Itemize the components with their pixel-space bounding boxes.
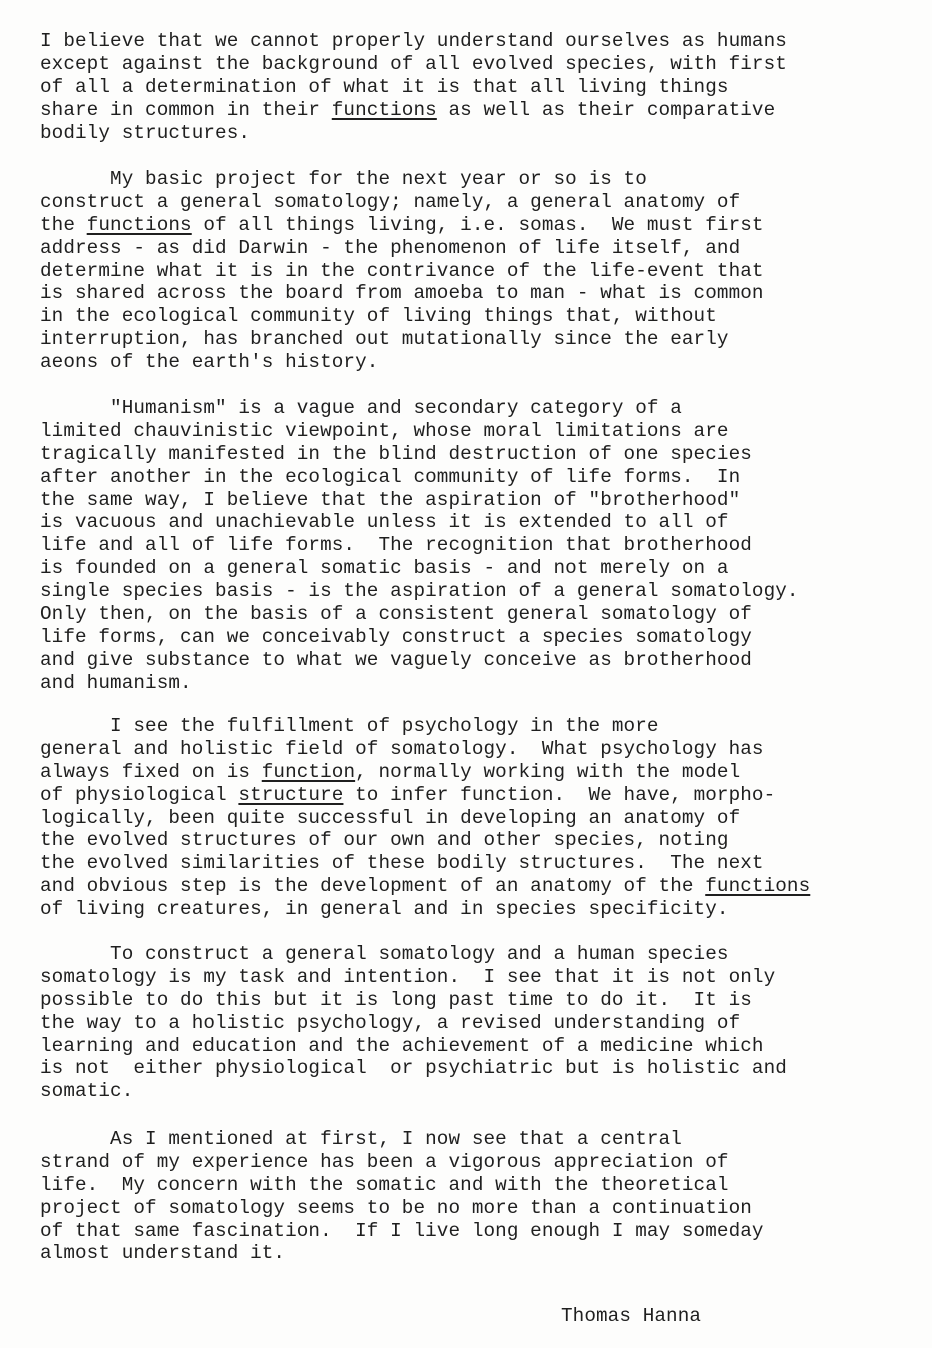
text-segment: as well as their comparative	[436, 98, 776, 121]
text-segment: life. My concern with the somatic and with the theoretical	[40, 1173, 729, 1196]
text-line	[40, 1035, 787, 1058]
text-segment: Only then, on the basis of a consistent general somatology of	[40, 603, 752, 626]
text-segment: address - as did Darwin - the phenomenon of life itself, and	[40, 236, 741, 259]
text-segment: I believe that we cannot properly understand ourselves as humans	[40, 30, 787, 52]
text-line	[40, 76, 787, 99]
text-line	[40, 989, 787, 1012]
text-line	[40, 489, 799, 512]
text-segment: project of somatology seems to be no more than a continuation	[40, 1196, 752, 1219]
text-segment: is not either physiological or psychiatric but is holistic and	[40, 1057, 787, 1080]
text-segment: to infer function. We have, morpho-	[343, 783, 776, 806]
text-line	[40, 237, 764, 260]
text-segment: To construct a general somatology and a human species	[40, 943, 729, 965]
text-line	[40, 168, 764, 191]
text-segment: general and holistic field of somatology. What psychology has	[40, 737, 764, 760]
text-line	[40, 1128, 764, 1151]
text-segment: life forms, can we conceivably construct a species somatology	[40, 625, 752, 648]
text-segment: the same way, I believe that the aspiration of "brotherhood"	[40, 488, 741, 511]
text-segment: is founded on a general somatic basis - and not merely on a	[40, 557, 729, 580]
text-line	[40, 649, 799, 672]
text-line	[40, 761, 810, 784]
text-segment: limited chauvinistic viewpoint, whose moral limitations are	[40, 419, 729, 442]
text-line	[40, 214, 764, 237]
text-segment: except against the background of all evolved species, with first	[40, 52, 787, 75]
text-segment: of all things living, i.e. somas. We must first	[191, 213, 764, 236]
text-line	[40, 1080, 787, 1103]
text-segment: tragically manifested in the blind destruction of one species	[40, 442, 752, 465]
text-segment: life and all of life forms. The recognition that brotherhood	[40, 534, 752, 557]
text-segment: logically, been quite successful in developing an anatomy of	[40, 806, 741, 829]
text-segment: My basic project for the next year or so is to	[40, 168, 647, 190]
text-segment: almost understand it.	[40, 1242, 286, 1265]
text-line	[40, 328, 764, 351]
text-segment: somatic.	[40, 1080, 134, 1103]
text-segment: always fixed on is	[40, 760, 262, 783]
text-segment: interruption, has branched out mutationally since the early	[40, 328, 729, 351]
text-line	[40, 557, 799, 580]
underlined-word: structure	[238, 783, 344, 806]
text-line	[40, 191, 764, 214]
text-line	[40, 807, 810, 830]
text-line	[40, 943, 787, 966]
text-line	[40, 626, 799, 649]
text-line	[40, 1151, 764, 1174]
text-line	[40, 898, 810, 921]
text-line	[40, 534, 799, 557]
text-segment: learning and education and the achievement of a medicine which	[40, 1034, 764, 1057]
text-segment: construct a general somatology; namely, a general anatomy of	[40, 190, 741, 213]
text-segment: the evolved structures of our own and other species, noting	[40, 829, 729, 852]
text-segment: possible to do this but it is long past time to do it. It is	[40, 988, 752, 1011]
underlined-word: functions	[705, 875, 811, 898]
text-line	[40, 1174, 764, 1197]
text-segment: determine what it is in the contrivance of the life-event that	[40, 259, 764, 282]
paragraph-6	[40, 1128, 764, 1265]
text-line	[40, 1220, 764, 1243]
text-segment: the	[40, 213, 87, 236]
text-line	[40, 466, 799, 489]
underlined-word: functions	[86, 213, 192, 236]
text-segment: and give substance to what we vaguely conceive as brotherhood	[40, 648, 752, 671]
text-line	[40, 260, 764, 283]
text-segment: and obvious step is the development of an anatomy of the	[40, 875, 706, 898]
text-line	[40, 1057, 787, 1080]
text-segment: after another in the ecological community of life forms. In	[40, 465, 741, 488]
text-line	[40, 784, 810, 807]
text-segment: of physiological	[40, 783, 239, 806]
text-segment: somatology is my task and intention. I see that it is not only	[40, 965, 776, 988]
text-segment: in the ecological community of living things that, without	[40, 305, 717, 328]
underlined-word: functions	[331, 98, 437, 121]
text-line	[40, 715, 810, 738]
text-segment: single species basis - is the aspiration of a general somatology.	[40, 580, 799, 603]
paragraph-3	[40, 397, 799, 695]
text-segment: "Humanism" is a vague and secondary category of a	[40, 397, 682, 419]
text-segment: of living creatures, in general and in species specificity.	[40, 898, 729, 921]
text-line	[40, 603, 799, 626]
text-segment: is vacuous and unachievable unless it is extended to all of	[40, 511, 729, 534]
text-segment: share in common in their	[40, 98, 332, 121]
text-line	[40, 580, 799, 603]
paragraph-2	[40, 168, 764, 374]
signature: Thomas Hanna	[561, 1305, 702, 1327]
text-line	[40, 397, 799, 420]
text-line	[40, 852, 810, 875]
text-segment: of that same fascination. If I live long enough I may someday	[40, 1219, 764, 1242]
underlined-word: function	[261, 760, 356, 783]
paragraph-4	[40, 715, 810, 921]
text-line	[40, 1242, 764, 1265]
text-segment: is shared across the board from amoeba to man - what is common	[40, 282, 764, 305]
text-line	[40, 122, 787, 145]
text-line	[40, 829, 810, 852]
paragraph-5	[40, 943, 787, 1103]
text-line	[40, 282, 764, 305]
text-line	[40, 1197, 764, 1220]
text-line	[40, 1012, 787, 1035]
text-segment: the way to a holistic psychology, a revised understanding of	[40, 1011, 741, 1034]
text-line	[40, 511, 799, 534]
text-line	[40, 99, 787, 122]
text-segment: I see the fulfillment of psychology in the more	[40, 715, 659, 737]
text-segment: As I mentioned at first, I now see that a central	[40, 1128, 682, 1150]
text-line	[40, 875, 810, 898]
text-segment: bodily structures.	[40, 121, 251, 144]
text-segment: , normally working with the model	[355, 760, 741, 783]
text-line	[40, 305, 764, 328]
text-line	[40, 443, 799, 466]
text-segment: strand of my experience has been a vigorous appreciation of	[40, 1150, 729, 1173]
text-segment: the evolved similarities of these bodily structures. The next	[40, 852, 764, 875]
text-segment: and humanism.	[40, 671, 192, 694]
text-line	[40, 738, 810, 761]
text-line	[40, 966, 787, 989]
text-line	[40, 420, 799, 443]
text-line	[40, 672, 799, 695]
text-segment: of all a determination of what it is that all living things	[40, 75, 729, 98]
text-line	[40, 30, 787, 53]
text-line	[40, 53, 787, 76]
paragraph-1	[40, 30, 787, 144]
text-segment: aeons of the earth's history.	[40, 351, 379, 374]
text-line	[40, 351, 764, 374]
